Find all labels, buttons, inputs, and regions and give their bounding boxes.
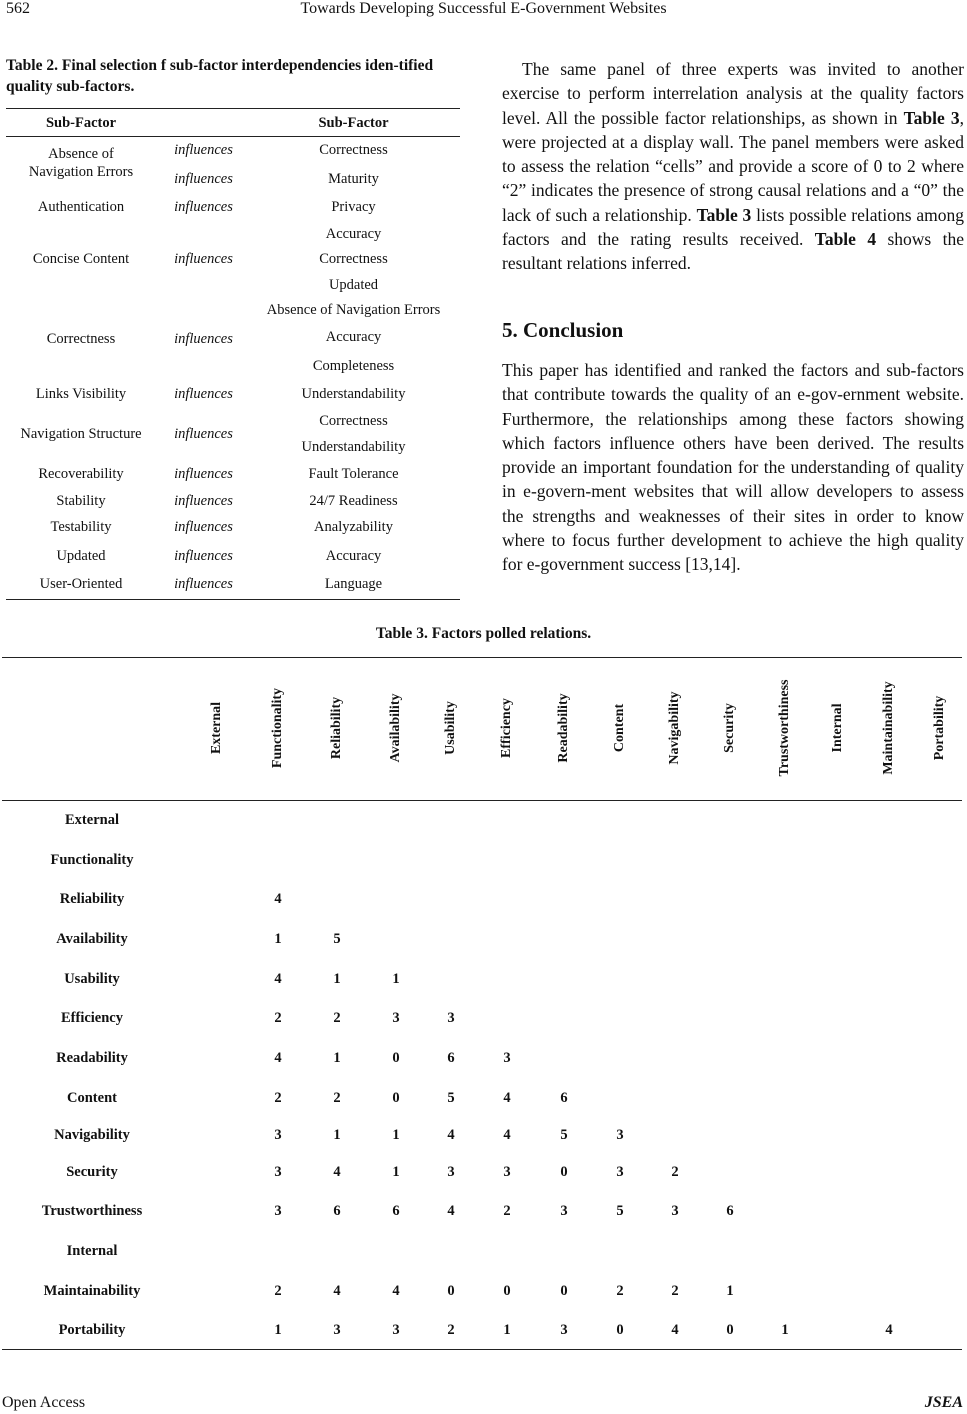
table3-column-header: Functionality [270,687,285,769]
table2-row-factor: Navigation Errors [28,164,134,180]
table3-cell: 0 [392,1050,400,1066]
table3-cell: 4 [333,1164,341,1180]
table3-top-rule [2,657,962,658]
table3-column-header: Readability [556,693,571,763]
table2-row-target: Privacy [331,199,376,215]
table3-cell: 2 [616,1283,624,1299]
table3-column-header: Portability [932,695,947,761]
table3-column-header: Security [722,703,737,753]
table3-row-label: Usability [64,971,120,987]
table2-row-factor: Testability [50,519,112,535]
table3-cell: 3 [447,1164,455,1180]
table3-cell: 6 [726,1203,734,1219]
table3-cell: 6 [560,1090,568,1106]
table3-cell: 2 [274,1090,282,1106]
table3-row-label: Navigability [54,1127,130,1143]
table3-column-header: Usability [443,701,458,755]
table3-cell: 3 [274,1164,282,1180]
table3-caption: Table 3. Factors polled relations. [375,625,592,642]
table3-cell: 4 [274,1050,282,1066]
page-number: 562 [6,0,30,17]
table3-row-label: Readability [56,1050,128,1066]
body-paragraph-2: This paper has identified and ranked the factors and sub-factors that contribute towards the quality of an e-gov-ernment website. Furthermore, the relationships among these factors showing which factors influence others have been derived. The results provide an important foundation for the understanding of quality in e-govern-ment websites that will allow developers to assess the strengths and weaknesses of their sites in order to know where to focus further development to achieve the high quality for e-government success [13,14]. [502,360,964,575]
table3-row-label: Internal [66,1243,118,1259]
table3-cell: 4 [885,1322,893,1338]
table2-row-target: 24/7 Readiness [309,493,398,509]
table2-row-relation: influences [174,251,233,267]
table3-column-header: Internal [830,703,845,753]
table2-row-factor: Authentication [37,199,125,215]
table3-cell: 2 [671,1283,679,1299]
table2-row-target: Updated [328,277,379,293]
table3-cell: 0 [616,1322,624,1338]
table2-row-factor: Updated [56,548,106,564]
table2-row-relation: influences [174,519,233,535]
table3-column-header: Availability [388,693,403,763]
table2-row-relation: influences [174,426,233,442]
table2-row-relation: influences [174,493,233,509]
table3-cell: 3 [671,1203,679,1219]
table2-row-factor: Stability [56,493,106,509]
table2-row-target: Completeness [312,358,395,374]
table3-cell: 4 [503,1127,511,1143]
table3-column-header: Maintainability [881,681,896,775]
section-heading: 5. Conclusion [502,318,624,342]
table3-cell: 4 [671,1322,679,1338]
footer-journal: JSEA [924,1394,963,1411]
table3-row-label: External [65,812,119,828]
table2-row-relation: influences [174,576,233,592]
table3-cell: 4 [333,1283,341,1299]
table3-cell: 3 [392,1322,400,1338]
table3-cell: 3 [333,1322,341,1338]
table2-row-factor: Navigation Structure [20,426,142,442]
table3-row-label: Efficiency [60,1010,123,1026]
running-title: Towards Developing Successful E-Government Websites [300,0,667,17]
table3-row-label: Security [66,1164,118,1180]
table3-cell: 4 [447,1127,455,1143]
table3-cell: 0 [447,1283,455,1299]
table3-cell: 1 [274,931,282,947]
table3-cell: 4 [392,1283,400,1299]
table3-cell: 1 [726,1283,734,1299]
table3-cell: 5 [447,1090,455,1106]
table3-cell: 3 [616,1164,624,1180]
table3-cell: 2 [503,1203,511,1219]
table3-cell: 3 [616,1127,624,1143]
table2-row-target: Accuracy [325,329,382,345]
footer-open-access: Open Access [2,1394,86,1411]
table3-cell: 4 [274,891,282,907]
table2-row-relation: influences [174,199,233,215]
table3-header-rule [2,800,962,801]
table2-row-target: Language [324,576,383,592]
table3-cell: 6 [333,1203,341,1219]
table3-cell: 1 [392,971,400,987]
table3-cell: 2 [447,1322,455,1338]
table2-row-target: Absence of Navigation Errors [266,302,441,318]
table3-cell: 0 [503,1283,511,1299]
table3-cell: 5 [616,1203,624,1219]
table3-column-header: Reliability [329,696,344,760]
table3-cell: 6 [392,1203,400,1219]
table2-row-factor: Recoverability [38,466,124,482]
table3-cell: 3 [274,1127,282,1143]
table3-row-label: Reliability [59,891,125,907]
table2-row-target: Fault Tolerance [308,466,399,482]
table3-cell: 1 [274,1322,282,1338]
table3-cell: 3 [503,1050,511,1066]
table2-row-target: Correctness [319,142,388,158]
table3-column-header: External [209,701,224,755]
table2-row-relation: influences [174,386,233,402]
table3-cell: 3 [560,1322,568,1338]
table3-row-label: Functionality [50,852,134,868]
table3-cell: 3 [503,1164,511,1180]
table3-column-header: Efficiency [499,698,514,758]
table3-cell: 3 [392,1010,400,1026]
table3-column-header: Trustworthiness [777,679,792,777]
table-ref: Table 4 [814,229,877,250]
table2-row-factor: User-Oriented [39,576,123,592]
table3-cell: 1 [333,971,341,987]
table3-cell: 2 [671,1164,679,1180]
table3-cell: 3 [274,1203,282,1219]
table3-row-label: Content [67,1090,117,1106]
table3-cell: 2 [333,1090,341,1106]
table3-row-label: Availability [56,931,128,947]
table3-cell: 1 [503,1322,511,1338]
table2-row-factor: Absence of [48,146,114,162]
table2-row-factor: Concise Content [32,251,130,267]
table3-cell: 2 [274,1283,282,1299]
table2-row-target: Correctness [319,413,388,429]
table2-caption: Table 2. Final selection f sub-factor interdependencies iden-tified quality sub-factors. [6,57,434,95]
table2-row-target: Accuracy [325,548,382,564]
table3-row-label: Maintainability [43,1283,141,1299]
table3-cell: 4 [503,1090,511,1106]
table2-row-factor: Links Visibility [35,386,127,402]
table3-cell: 6 [447,1050,455,1066]
table2-row-relation: influences [174,171,233,187]
table3-cell: 0 [560,1283,568,1299]
table2-row-relation: influences [174,548,233,564]
body-paragraph-1: The same panel of three experts was invited to another exercise to perform interrelation analysis at the quality factors level. All the possible factor relationships, as shown in Table 3, were projected at a display wall. The panel members were asked to assess the relation “cells” and provide a score of 0 to 2 where “2” indicates the presence of strong causal relations and a “0” the lack of such a relationship. Table 3 lists possible relations among factors and the rating results received. Table 4 shows the resultant relations inferred. [502,59,964,274]
table3-cell: 0 [560,1164,568,1180]
table3-cell: 3 [447,1010,455,1026]
table3-cell: 1 [333,1127,341,1143]
table3-cell: 0 [392,1090,400,1106]
table3-bottom-rule [2,1349,962,1350]
table3-cell: 5 [560,1127,568,1143]
table2-row-target: Understandability [301,439,406,455]
table2-header-subfactor-left: Sub-Factor [45,115,117,131]
table3-cell: 1 [392,1164,400,1180]
table3-row-label: Portability [58,1322,126,1338]
table3-cell: 3 [560,1203,568,1219]
table2-row-target: Understandability [301,386,406,402]
table2-row-target: Accuracy [325,226,382,242]
table2-row-target: Analyzability [314,519,393,535]
table3-cell: 4 [274,971,282,987]
table3-column-header: Content [612,703,627,753]
table3-column-header: Navigability [667,691,682,765]
table-ref: Table 3 [696,204,752,225]
table2-row-relation: influences [174,466,233,482]
table3-cell: 1 [333,1050,341,1066]
table3-cell: 2 [333,1010,341,1026]
table3-row-label: Trustworthiness [41,1203,143,1219]
table2-row-factor: Correctness [46,331,116,347]
table3-cell: 4 [447,1203,455,1219]
table2-row-relation: influences [174,331,233,347]
table3-cell: 0 [726,1322,734,1338]
table3-cell: 1 [392,1127,400,1143]
table2-header-subfactor-right: Sub-Factor [318,115,389,131]
table3-cell: 2 [274,1010,282,1026]
table3-cell: 5 [333,931,341,947]
table2-row-target: Correctness [319,251,388,267]
table3-cell: 1 [781,1322,789,1338]
table-ref: Table 3 [903,107,960,128]
table2-row-relation: influences [174,142,233,158]
table2-row-target: Maturity [328,171,379,187]
